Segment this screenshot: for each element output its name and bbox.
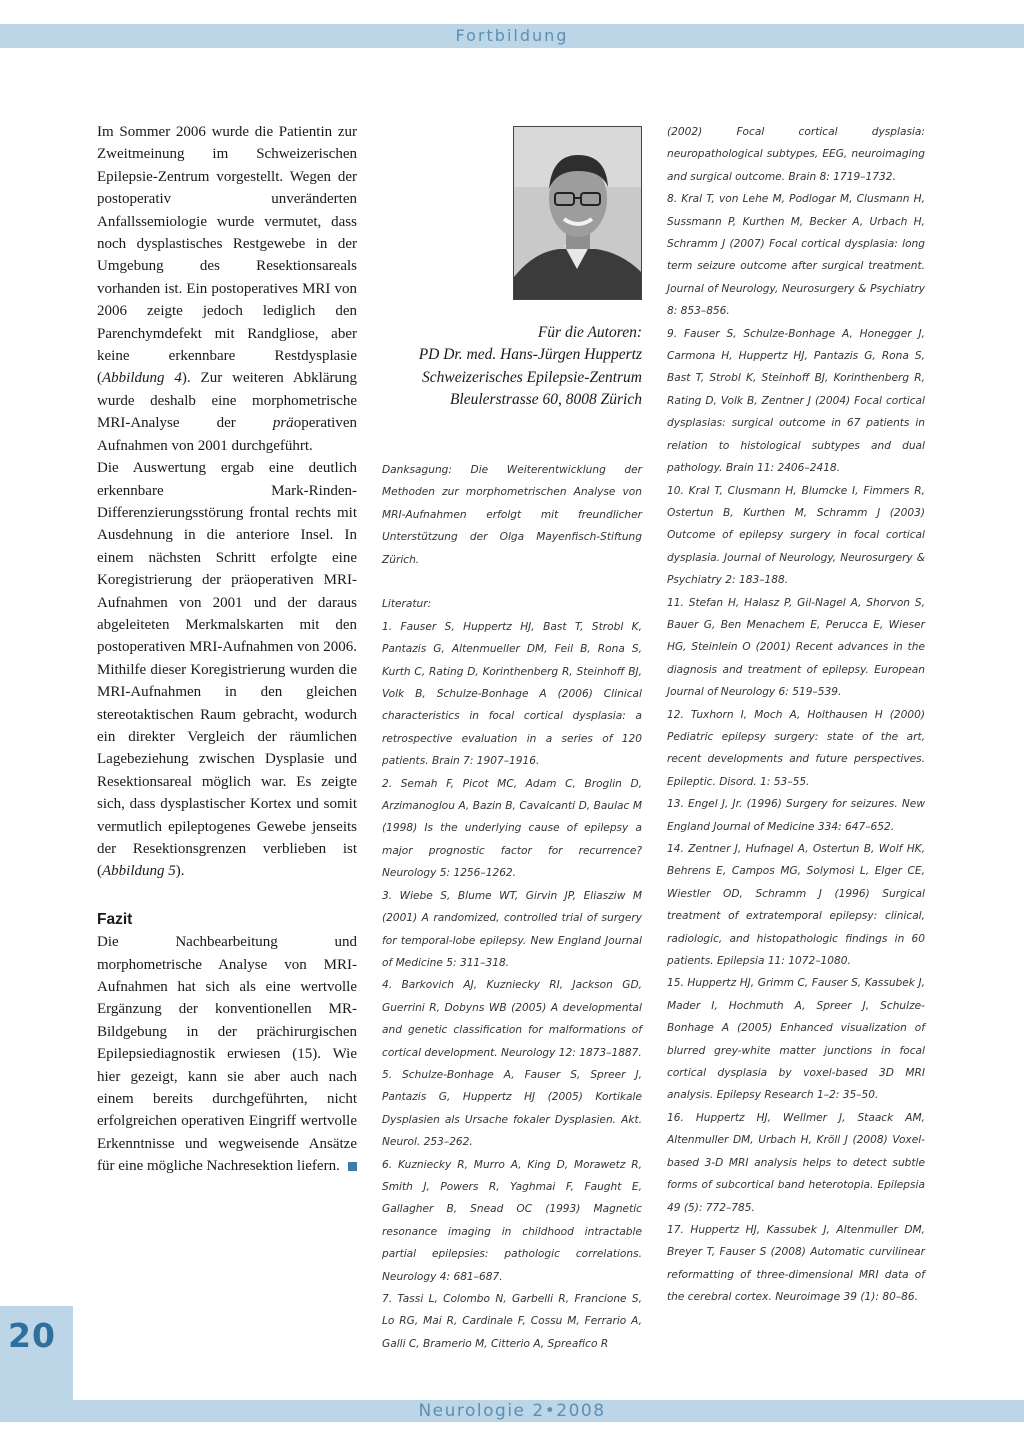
reference-item: 13. Engel J, Jr. (1996) Surgery for seizures. New England Journal of Medicine 334: 647–652.	[667, 798, 925, 833]
author-address: Bleulerstrasse 60, 8008 Zürich	[449, 390, 642, 408]
reference-item: 1. Fauser S, Huppertz HJ, Bast T, Strobl K, Pantazis G, Altenmueller DM, Feil B, Rona S, Kurth C, Rating D, Korinthenberg R, Steinhoff BJ, Volk B, Schulze-Bonhage A (2006) Clinical characteristics in focal cortical dysplasia: a retrospective evaluation in a series of 120 patients. Brain 7: 1907–1916.	[382, 620, 642, 768]
middle-column	[382, 459, 642, 1355]
reference-item: 2. Semah F, Picot MC, Adam C, Broglin D, Arzimanoglou A, Bazin B, Cavalcanti D, Baulac M (1998) Is the underlying cause of epilepsy a major prognostic factor for recurrence? Neurology 5: 1256–1262.	[382, 777, 642, 880]
reference-item: 11. Stefan H, Halasz P, Gil-Nagel A, Shorvon S, Bauer G, Ben Menachem E, Perucca E, Wieser HG, Steinlein O (2001) Recent advances in the diagnosis and treatment of epilepsy. European Journal of Neurology 6: 519–539.	[667, 596, 925, 699]
reference-item: 5. Schulze-Bonhage A, Fauser S, Spreer J, Pantazis G, Huppertz HJ (2005) Kortikale Dysplasien als Ursache fokaler Dysplasien. Akt. Neurol. 253–262.	[382, 1068, 642, 1149]
paragraph-fazit: Die Nachbearbeitung und morphometrische Analyse von MRI-Aufnahmen hat sich als eine wertvolle Ergänzung der konventionellen MR-Bildgebung in der prächirurgischen Epilepsiediagnostik erwiesen (15). Wie hier gezeigt, kann sie aber auch nach einem bereits durchgeführten, nicht erfolgreichen operativen Eingriff wertvolle Erkenntnisse und wegweisende Ansätze für eine mögliche Nachresektion liefern.	[97, 934, 357, 1175]
literature-label: Literatur:	[382, 598, 432, 611]
reference-item: 3. Wiebe S, Blume WT, Girvin JP, Eliasziw M (2001) A randomized, controlled trial of surgery for temporal-lobe epilepsy. New England Journal of Medicine 5: 311–318.	[382, 889, 642, 969]
fazit-heading: Fazit	[97, 910, 133, 928]
reference-item: 10. Kral T, Clusmann H, Blumcke I, Fimmers R, Ostertun B, Kurthen M, Schramm J (2003) Outcome of epilepsy surgery in focal cortical dysplasia. Journal of Neurology, Neurosurgery & Psychiatry 2: 183–188.	[667, 484, 925, 587]
author-name: PD Dr. med. Hans-Jürgen Huppertz	[418, 346, 642, 364]
reference-item: 14. Zentner J, Hufnagel A, Ostertun B, Wolf HK, Behrens E, Campos MG, Solymosi L, Elger CE, Wiestler OD, Schramm J (1996) Surgical treatment of extratemporal epilepsy: clinical, radiologic, and histopathologic findings in 60 patients. Epilepsia 11: 1072–1080.	[667, 843, 925, 968]
figure-ref-4: Abbildung 4	[102, 370, 182, 387]
author-label: Für die Autoren:	[537, 324, 642, 341]
reference-item: 7. Tassi L, Colombo N, Garbelli R, Francione S, Lo RG, Mai R, Cardinale F, Cossu M, Ferrario A, Galli C, Bramerio M, Citterio A, Spreafico R	[382, 1293, 642, 1350]
reference-item: 16. Huppertz HJ, Wellmer J, Staack AM, Altenmuller DM, Urbach H, Kröll J (2008) Voxel-based 3-D MRI analysis helps to detect subtle forms of subcortical band heterotopia. Epilepsia 49 (5): 772–785.	[667, 1111, 925, 1214]
reference-item: 17. Huppertz HJ, Kassubek J, Altenmuller DM, Breyer T, Fauser S (2008) Automatic curvilinear reformatting of three-dimensional MRI data of the cerebral cortex. Neuroimage 39 (1): 80–86.	[667, 1223, 925, 1304]
reference-item: 6. Kuzniecky R, Murro A, King D, Morawetz R, Smith J, Powers R, Yaghmai F, Faught E, Gallagher B, Snead OC (1993) Magnetic resonance imaging in childhood intractable partial epilepsies: pathologic correlations. Neurology 4: 681–687.	[382, 1158, 642, 1283]
section-title: Fortbildung	[455, 26, 569, 45]
reference-item: 8. Kral T, von Lehe M, Podlogar M, Clusmann H, Sussmann P, Kurthen M, Becker A, Urbach H, Schramm J (2007) Focal cortical dysplasia: long term seizure outcome after surgical treatment. Journal of Neurology, Neurosurgery & Psychiatry 8: 853–856.	[667, 193, 925, 318]
author-portrait-photo	[513, 126, 642, 300]
square-end-marker-icon	[348, 1162, 357, 1171]
paragraph-case: Im Sommer 2006 wurde die Patientin zur Zweitmeinung im Schweizerischen Epilepsie-Zentrum vorgestellt. Wegen der postoperativ unveränderten Anfallssemiologie wurde vermutet, dass noch dysplastisches Restgewebe in der Umgebung des Resektionsareals vorhanden ist. Ein postoperatives MRI von 2006 zeigte jedoch lediglich den Parenchymdefekt mit Randgliose, aber keine erkennbare Restdysplasie (Abbildung 4). Zur weiteren Abklärung wurde deshalb eine morphometrische MRI-Analyse der präoperativen Aufnahmen von 2001 durchgeführt.	[97, 124, 357, 454]
author-institution: Schweizerisches Epilepsie-Zentrum	[422, 368, 642, 386]
figure-ref-5: Abbildung 5	[102, 863, 176, 880]
reference-item: 9. Fauser S, Schulze-Bonhage A, Honegger J, Carmona H, Huppertz HJ, Pantazis G, Rona S, Bast T, Strobl K, Steinhoff BJ, Korinthenberg R, Rating D, Volk B, Zentner J (2004) Focal cortical dysplasias: surgical outcome in 67 patients in relation to histological subtypes and dual pathology. Brain 11: 2406–2418.	[667, 327, 925, 475]
left-column	[97, 121, 357, 1178]
reference-item: 15. Huppertz HJ, Grimm C, Fauser S, Kassubek J, Mader I, Hochmuth A, Spreer J, Schulze-Bonhage A (2005) Enhanced visualization of blurred grey-white matter junctions in focal cortical dysplasia by voxel-based 3D MRI analysis. Epilepsy Research 1–2: 35–50.	[667, 977, 925, 1102]
paragraph-analysis: Die Auswertung ergab eine deutlich erkennbare Mark-Rinden-Differenzierungsstörung frontal rechts mit Ausdehnung in die anteriore Insel. In einem nächsten Schritt erfolgte eine Koregistrierung der präoperativen MRI-Aufnahmen von 2001 und der daraus abgeleiteten Merkmalskarten mit den postoperativen MRI-Aufnahmen von 2006. Mithilfe dieser Koregistrierung wurden die MRI-Aufnahmen in den gleichen stereotaktischen Raum gebracht, wodurch ein direkter Vergleich der räumlichen Lagebeziehung zwischen Dysplasie und Resektionsareal möglich war. Es zeigte sich, dass dysplastischer Kortex und somit vermutlich epileptogenes Gewebe jenseits der Resektionsgrenzen verblieben ist (Abbildung 5).	[97, 460, 357, 880]
right-column	[667, 121, 925, 1309]
reference-item: 4. Barkovich AJ, Kuzniecky RI, Jackson GD, Guerrini R, Dobyns WB (2005) A developmental and genetic classification for malformations of cortical development. Neurology 12: 1873–1887.	[382, 979, 642, 1059]
reference-item: (2002) Focal cortical dysplasia: neuropathological subtypes, EEG, neuroimaging and surgical outcome. Brain 8: 1719–1732.	[667, 126, 925, 183]
reference-item: 12. Tuxhorn I, Moch A, Holthausen H (2000) Pediatric epilepsy surgery: state of the art, recent developments and future perspectives. Epileptic. Disord. 1: 53–55.	[667, 708, 925, 788]
author-contact	[382, 322, 642, 411]
page-number: 20	[8, 1316, 56, 1355]
journal-issue: Neurologie 2•2008	[418, 1401, 606, 1421]
acknowledgement: Danksagung: Die Weiterentwicklung der Methoden zur morphometrischen Analyse von MRI-Aufnahmen erfolgt mit freundlicher Unterstützung der Olga Mayenfisch-Stiftung Zürich.	[382, 464, 642, 566]
